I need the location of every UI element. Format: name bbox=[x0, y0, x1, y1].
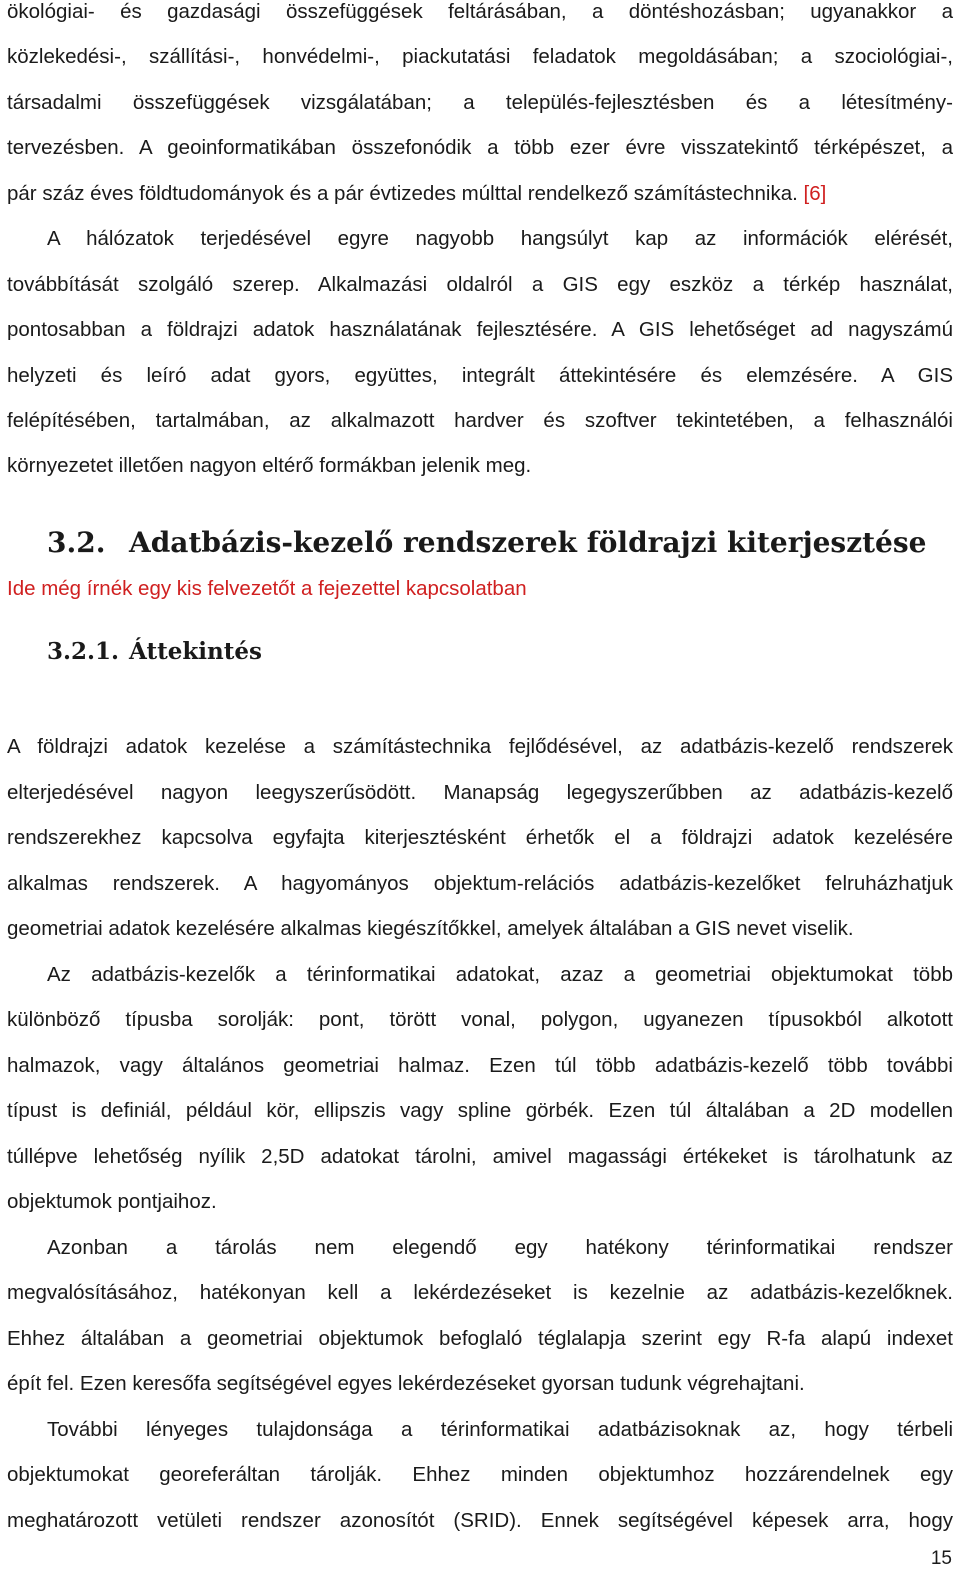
text-line: rendszerekhez kapcsolva egyfajta kiterjesztésként érhetők el a földrajzi adatok kezelésére bbox=[7, 826, 953, 849]
text-line: A hálózatok terjedésével egyre nagyobb hangsúlyt kap az információk elérését, bbox=[47, 227, 953, 250]
text-line: elterjedésével nagyon leegyszerűsödött. Manapság legegyszerűbben az adatbázis-kezelő bbox=[7, 781, 953, 804]
text-line: túllépve lehetőség nyílik 2,5D adatokat tárolni, amivel magassági értékeket is tárolhatunk az bbox=[7, 1145, 953, 1168]
subsection-heading bbox=[47, 629, 262, 675]
text-line: geometriai adatok kezelésére alkalmas kiegészítőkkel, amelyek általában a GIS nevet viselik. bbox=[7, 917, 854, 940]
text-line: Azonban a tárolás nem elegendő egy hatékony térinformatikai rendszer bbox=[47, 1236, 953, 1259]
text-line: társadalmi összefüggések vizsgálatában; a település-fejlesztésben és a létesítmény- bbox=[7, 91, 953, 114]
text-line: helyzeti és leíró adat gyors, együttes, integrált áttekintésére és elemzésére. A GIS bbox=[7, 364, 953, 387]
text-line: meghatározott vetületi rendszer azonosítót (SRID). Ennek segítségével képesek arra, hogy bbox=[7, 1509, 953, 1532]
subsection-title: Áttekintés bbox=[129, 638, 262, 665]
text-line: felépítésében, tartalmában, az alkalmazott hardver és szoftver tekintetében, a felhasználói bbox=[7, 409, 953, 432]
text-line: További lényeges tulajdonsága a térinformatikai adatbázisoknak az, hogy térbeli bbox=[47, 1418, 953, 1441]
section-title: Adatbázis-kezelő rendszerek földrajzi kiterjesztése bbox=[129, 526, 927, 559]
text-line: A földrajzi adatok kezelése a számítástechnika fejlődésével, az adatbázis-kezelő rendszerek bbox=[7, 735, 953, 758]
text-line: épít fel. Ezen keresőfa segítségével egyes lekérdezéseket gyorsan tudunk végrehajtani. bbox=[7, 1372, 805, 1395]
text-line: típust is definiál, például kör, ellipszis vagy spline görbék. Ezen túl általában a 2D modellen bbox=[7, 1099, 953, 1122]
text-line: különböző típusba sorolják: pont, törött vonal, polygon, ugyanezen típusokból alkotott bbox=[7, 1008, 953, 1031]
text-line: Az adatbázis-kezelők a térinformatikai adatokat, azaz a geometriai objektumokat több bbox=[47, 963, 953, 986]
text-line: közlekedési-, szállítási-, honvédelmi-, piackutatási feladatok megoldásában; a szociológiai-, bbox=[7, 45, 953, 68]
text-line: alkalmas rendszerek. A hagyományos objektum-relációs adatbázis-kezelőket felruházhatjuk bbox=[7, 872, 953, 895]
text-line: pontosabban a földrajzi adatok használatának fejlesztésére. A GIS lehetőséget ad nagyszámú bbox=[7, 318, 953, 341]
text-line: megvalósításához, hatékonyan kell a lekérdezéseket is kezelnie az adatbázis-kezelőknek. bbox=[7, 1281, 953, 1304]
subsection-number: 3.2.1. bbox=[47, 638, 120, 665]
text-line: Ehhez általában a geometriai objektumok befoglaló téglalapja szerint egy R-fa alapú indexet bbox=[7, 1327, 953, 1350]
text-line: ökológiai- és gazdasági összefüggések feltárásában, a döntéshozásban; ugyanakkor a bbox=[7, 0, 953, 23]
page-number: 15 bbox=[930, 1548, 952, 1569]
text-line: környezetet illetően nagyon eltérő formákban jelenik meg. bbox=[7, 454, 532, 477]
text-line: tervezésben. A geoinformatikában összefonódik a több ezer évre visszatekintő térképészet, a bbox=[7, 136, 953, 159]
section-number: 3.2. bbox=[47, 526, 106, 559]
text-line: halmazok, vagy általános geometriai halmaz. Ezen túl több adatbázis-kezelő több további bbox=[7, 1054, 953, 1077]
text-line: továbbítását szolgáló szerep. Alkalmazási oldalról a GIS egy eszköz a térkép használat, bbox=[7, 273, 953, 296]
text-line: objektumokat georeferáltan tárolják. Ehhez minden objektumhoz hozzárendelnek egy bbox=[7, 1463, 953, 1486]
text-line-with-citation bbox=[7, 171, 953, 217]
editor-note: Ide még írnék egy kis felvezetőt a fejezettel kapcsolatban bbox=[7, 577, 527, 600]
citation-reference[interactable]: [6] bbox=[803, 182, 827, 205]
text-line: objektumok pontjaihoz. bbox=[7, 1190, 217, 1213]
text-line: pár száz éves földtudományok és a pár évtizedes múlttal rendelkező számítástechnika. bbox=[7, 182, 798, 205]
section-heading bbox=[47, 520, 926, 566]
